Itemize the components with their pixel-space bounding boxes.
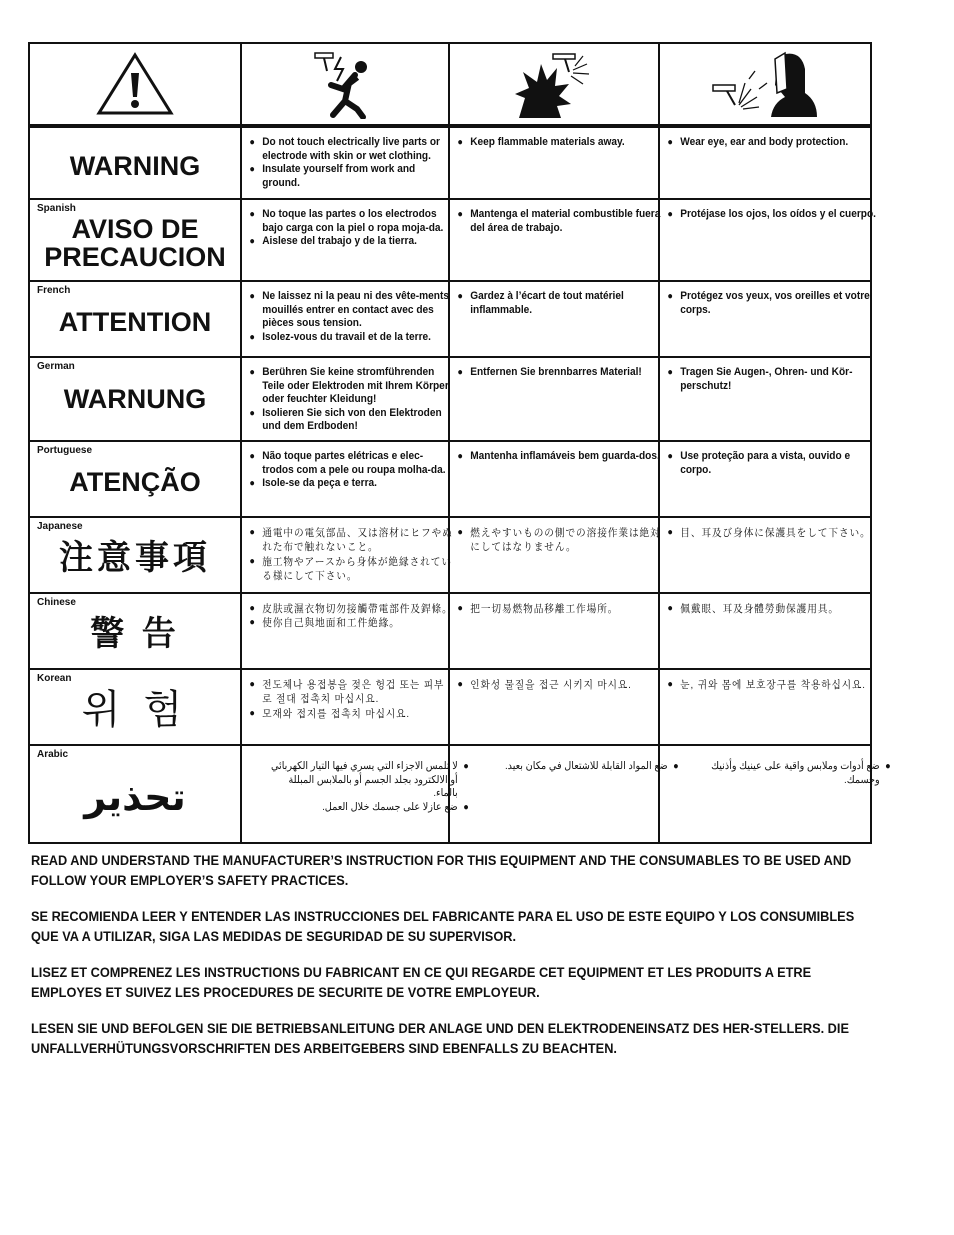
fire-instruction-list [450,518,671,561]
shock-instruction-list [242,518,461,590]
instruction-note: READ AND UNDERSTAND THE MANUFACTURER’S INSTRUCTION FOR THIS EQUIPMENT AND THE CONSUMABLES TO BE USED AND FOLLOW YOUR EMPLOYER’S SAFETY PRACTICES. [31,853,852,889]
protect-instruction-list [660,594,883,623]
warning-row-english [29,126,871,199]
fire-instructions-cell [449,517,659,593]
icon-cell-protection [659,43,871,126]
fire-instruction-list [450,128,671,156]
instruction-item: ● Ne laissez ni la peau ni des vête-ments mouillés entrer en contact avec des pièces sous tension. [249,290,454,331]
warning-heading: ATTENTION [58,307,212,337]
shock-instructions-cell [241,441,449,517]
warning-chart [28,42,880,844]
instruction-item: ● Berühren Sie keine stromführenden Teile oder Elektroden mit Ihrem Körper oder feuchter Kleidung! [249,366,454,407]
protect-instruction-list [660,670,883,699]
shock-instruction-list [242,200,461,255]
language-cell [29,199,241,281]
shock-instructions-cell [241,357,449,441]
instruction-item: ● Não toque partes elétricas e elec-trodos com a pele ou roupa molha-da. [249,450,454,477]
fire-instructions-cell [449,745,668,843]
instruction-item: ● 通電中の電気部品、又は溶材にヒフやぬれた布で触れないこと。 [249,526,454,555]
warning-triangle-icon [95,51,175,117]
shock-instructions-cell [241,593,453,669]
protect-instruction-list [660,358,883,399]
warning-heading: 注意事項 [59,538,211,577]
language-label: Portuguese [37,444,93,456]
warning-table [28,42,880,844]
protect-instructions-cell [659,357,871,441]
warning-heading: WARNING [69,151,201,181]
instruction-item: ● Keep flammable materials away. [457,136,664,150]
instruction-item: ● 皮肤或濕衣物切勿接觸帶電部件及銲條。 [249,602,454,617]
instruction-item: ● Do not touch electrically live parts or electrode with skin or wet clothing. [249,136,454,163]
instruction-item: ● 目、耳及び身体に保護具をして下さい。 [667,526,876,541]
instruction-item: ● 施工物やアースから身体が絶縁されている様にして下さい。 [249,555,454,584]
instruction-item: ● Isolez-vous du travail et de la terre. [249,331,454,345]
fire-instruction-list [450,594,671,623]
instruction-item: ● No toque las partes o los electrodos bajo carga con la piel o ropa moja-da. [249,208,454,235]
instruction-item: ● Gardez à l’écart de tout matériel inflammable. [457,290,664,317]
warning-heading: WARNUNG [63,384,207,414]
protect-instruction-list [660,518,883,547]
fire-instruction-list [450,746,688,780]
electric-shock-icon [305,49,385,119]
language-label: Japanese [37,520,83,532]
instruction-item: ● Use proteção para a vista, ouvido e corpo. [667,450,876,477]
instruction-item: ● 使你自己與地面和工件絶緣。 [249,616,454,631]
language-cell [29,126,241,199]
icon-cell-warning [29,43,241,126]
language-cell [29,281,241,357]
fire-instructions-cell [449,593,659,669]
shock-instructions-cell [241,126,449,199]
instruction-note: SE RECOMIENDA LEER Y ENTENDER LAS INSTRUCCIONES DEL FABRICANTE PARA EL USO DE ESTE EQUIPO Y LOS CONSUMIBLES QUE VA A UTILIZAR, SIGA LAS MEDIDAS DE SEGURIDAD DE SU SUPERVISOR. [31,909,855,945]
protect-instructions-cell [659,281,871,357]
instruction-note: LESEN SIE UND BEFOLGEN SIE DIE BETRIEBSANLEITUNG DER ANLAGE UND DEN ELEKTRODENEINSATZ DES HER-STELLERS. DIE UNFALLVERHÜTUNGSVORSCHRIFTEN DES ARBEITGEBERS SIND EBENFALLS ZU BEACHTEN. [31,1021,849,1057]
shock-instruction-list [242,128,461,196]
warning-heading: تحذير [84,774,186,819]
instruction-item: ● ضع عازلا على جسمك خلال العمل. [264,801,469,815]
instruction-item: ● Mantenga el material combustible fuera del área de trabajo. [457,208,664,235]
protect-instruction-list [660,128,883,156]
fire-instructions-cell [449,281,659,357]
shock-instruction-list [242,594,461,637]
warning-heading: AVISO DE PRECAUCION [44,214,226,272]
language-label: Korean [37,672,72,684]
instruction-item: ● Entfernen Sie brennbarres Material! [457,366,664,380]
instruction-item: ● 전도체나 용접봉을 젖은 헝겁 또는 피부로 절대 접촉치 마십시요. [249,678,454,707]
language-cell [29,669,241,745]
instruction-item: ● 인화성 물질을 접근 시키지 마시요. [457,678,664,693]
language-cell [29,593,241,669]
instruction-item: ● Insulate yourself from work and ground. [249,163,454,190]
instruction-item: ● Aislese del trabajo y de la tierra. [249,235,454,249]
instruction-item: ● Isole-se da peça e terra. [249,477,454,491]
instruction-item: ● Protégez vos yeux, vos oreilles et votre corps. [667,290,876,317]
icon-cell-shock [241,43,449,126]
warning-heading: 警 告 [90,614,180,653]
protect-instructions-cell [659,593,871,669]
protect-instructions-cell [659,126,871,199]
instruction-item: ● ضع المواد القابلة للاشتعال في مكان بعيد. [472,760,679,774]
language-label: German [37,361,75,372]
protect-instructions-cell [659,669,871,745]
protect-instruction-list [660,442,883,483]
instruction-item: ● ضع أدوات وملابس واقية على عينيك وأذنيك وجسمك. [682,760,891,787]
instruction-item: ● Mantenha inflamáveis bem guarda-dos. [457,450,664,464]
fire-instruction-list [450,670,671,699]
instruction-item: ● Isolieren Sie sich von den Elektroden und dem Erdboden! [249,407,454,434]
shock-instructions-cell [241,517,453,593]
shock-instruction-list [242,670,461,728]
warning-heading: ATENÇÃO [69,466,201,497]
shock-instructions-cell [241,669,449,745]
instruction-item: ● 燃えやすいものの側での溶接作業は絶対にしてはなりません。 [457,526,664,555]
language-label: Arabic [37,748,69,760]
shock-instruction-list [242,442,461,497]
language-cell [29,745,241,843]
icon-row [29,43,871,126]
fire-instruction-list [450,282,671,323]
instruction-item: ● Wear eye, ear and body protection. [667,136,876,150]
fire-instructions-cell [449,126,659,199]
shock-instruction-list [242,282,461,350]
warning-row-japanese [29,517,871,593]
shock-instructions-cell [241,199,449,281]
instruction-note: LISEZ ET COMPRENEZ LES INSTRUCTIONS DU FABRICANT EN CE QUI REGARDE CET EQUIPMENT ET LES PRODUITS A ETRE EMPLOYES ET SUIVEZ LES PROCEDURES DE SECURITE DE VOTRE EMPLOYEUR. [31,965,812,1001]
fire-explosion-icon [509,48,599,120]
protect-instructions-cell [659,441,871,517]
instruction-notes [31,852,881,1076]
protect-instruction-list [660,746,900,793]
shock-instruction-list [242,746,478,820]
shock-instructions-cell [241,745,458,843]
warning-row-portuguese [29,441,871,517]
protect-instructions-cell [659,199,876,281]
warning-row-french [29,281,871,357]
instruction-item: ● 把一切易燃物品移離工作場所。 [457,602,664,617]
language-label: Spanish [37,203,76,214]
instruction-item: ● لا تلمس الاجزاء التي يسري فيها التيار الكهربائي أو الالكترود بجلد الجسم أو بالملابس المبللة بالماء. [264,760,469,801]
fire-instruction-list [450,200,671,241]
instruction-item: ● 눈, 귀와 몸에 보호장구를 착용하십시요. [667,678,876,693]
instruction-item: ● Tragen Sie Augen-, Ohren- und Kör-perschutz! [667,366,876,393]
fire-instructions-cell [449,199,659,281]
shock-instructions-cell [241,281,449,357]
fire-instruction-list [450,358,671,386]
protect-instructions-cell [659,745,880,843]
language-cell [29,441,241,517]
warning-heading: 위 험 [81,687,189,732]
language-label: Chinese [37,596,76,608]
language-label: French [37,285,71,296]
warning-row-chinese [29,593,871,669]
shock-instruction-list [242,358,461,440]
instruction-item: ● 佩戴眼、耳及身體勞動保護用具。 [667,602,876,617]
language-cell [29,517,241,593]
icon-cell-fire [449,43,659,126]
instruction-item: ● Protéjase los ojos, los oídos y el cuerpo. [667,208,876,222]
fire-instruction-list [450,442,671,470]
fire-instructions-cell [449,441,659,517]
eye-protection-icon [705,49,825,119]
warning-row-spanish [29,199,871,281]
warning-row-korean [29,669,871,745]
protect-instructions-cell [659,517,871,593]
language-cell [29,357,241,441]
warning-row-german [29,357,871,441]
protect-instruction-list [660,200,883,228]
instruction-item: ● 모재와 접지를 접촉치 마십시요. [249,707,454,722]
fire-instructions-cell [449,357,659,441]
protect-instruction-list [660,282,883,323]
fire-instructions-cell [449,669,659,745]
warning-row-arabic [29,745,871,843]
